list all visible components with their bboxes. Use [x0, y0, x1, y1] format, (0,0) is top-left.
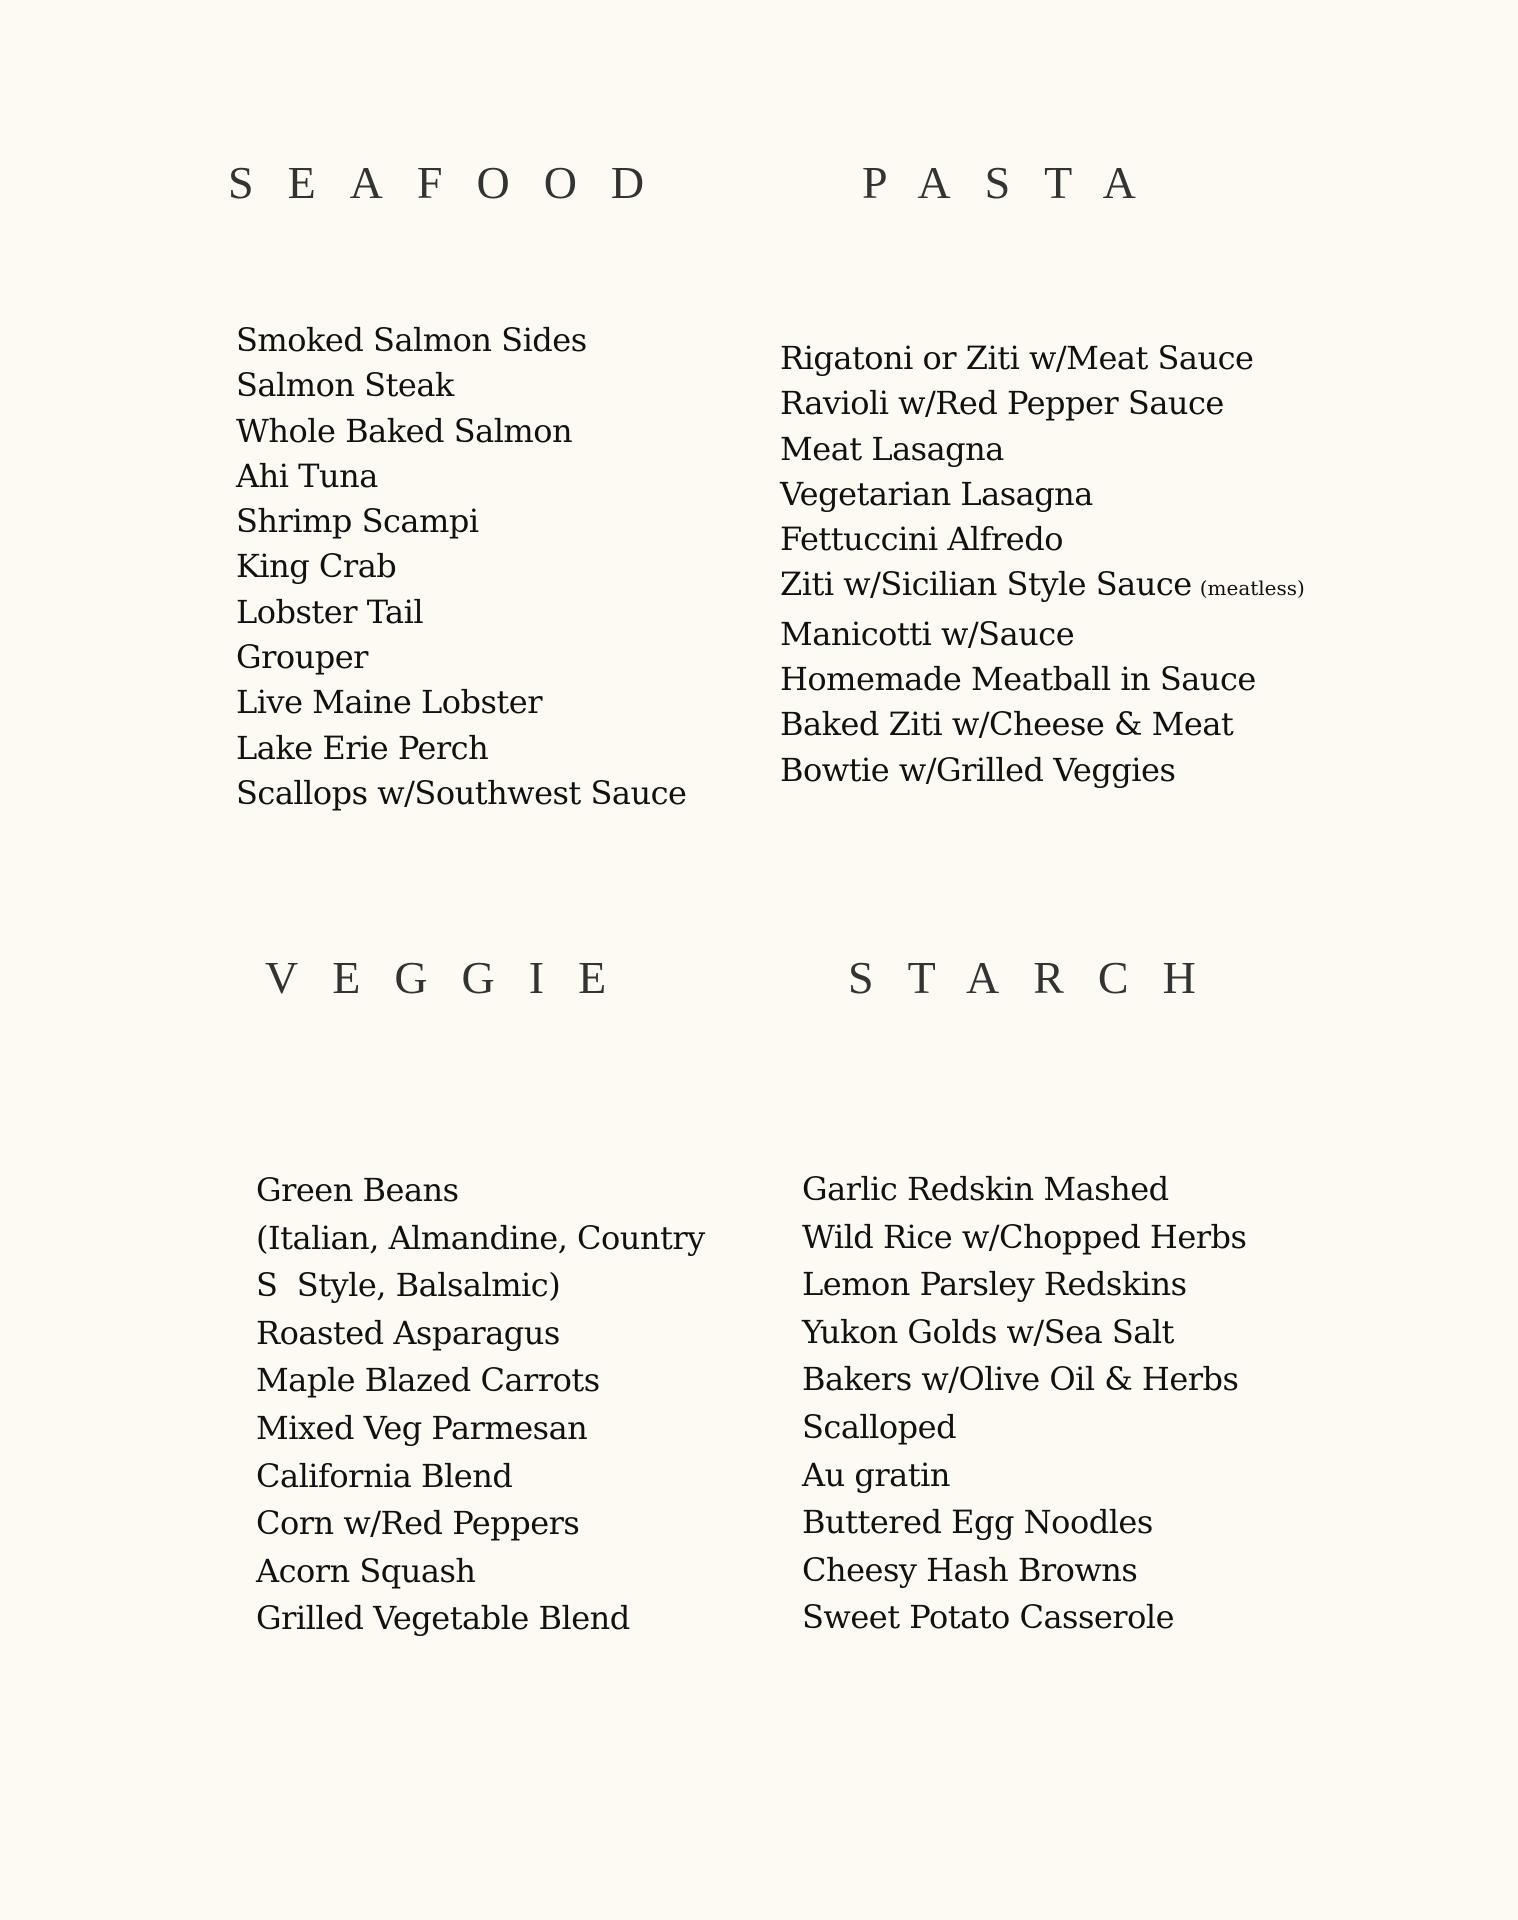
list-item: Sweet Potato Casserole: [802, 1598, 1175, 1637]
list-item: King Crab: [236, 547, 397, 586]
list-item: Lobster Tail: [236, 592, 424, 631]
list-item: Au gratin: [802, 1455, 950, 1494]
veggie-heading: VEGGIE: [265, 952, 641, 1003]
pasta-heading: PASTA: [862, 157, 1170, 208]
list-item: Rigatoni or Ziti w/Meat Sauce: [780, 339, 1254, 377]
list-item: Manicotti w/Sauce: [780, 614, 1075, 653]
list-item: Ahi Tuna: [236, 456, 378, 495]
list-item: Green Beans: [256, 1171, 459, 1209]
list-item: Garlic Redskin Mashed: [802, 1170, 1169, 1208]
starch-list: [802, 1166, 1246, 1642]
seafood-heading: SEAFOOD: [228, 157, 679, 208]
list-item: [780, 562, 1305, 611]
list-item: Whole Baked Salmon: [236, 411, 573, 450]
list-item: Shrimp Scampi: [236, 502, 479, 541]
list-item: Mixed Veg Parmesan: [256, 1408, 588, 1447]
meatless-note: (meatless): [1199, 576, 1305, 601]
list-item: Fettuccini Alfredo: [780, 520, 1063, 559]
list-item: Acorn Squash: [256, 1551, 476, 1590]
pasta-list: [780, 336, 1305, 793]
list-item: Homemade Meatball in Sauce: [780, 660, 1256, 699]
list-item: Scallops w/Southwest Sauce: [236, 773, 687, 812]
list-item: Maple Blazed Carrots: [256, 1361, 600, 1400]
list-item: California Blend: [256, 1456, 513, 1495]
list-item: Wild Rice w/Chopped Herbs: [802, 1217, 1247, 1256]
list-item: Vegetarian Lasagna: [780, 474, 1093, 513]
list-item: (Italian, Almandine, Country: [256, 1218, 705, 1257]
veggie-list: [256, 1167, 705, 1643]
list-item: Grouper: [236, 638, 368, 677]
list-item: Corn w/Red Peppers: [256, 1504, 580, 1543]
list-item: Smoked Salmon Sides: [236, 321, 587, 359]
list-item: Cheesy Hash Browns: [802, 1550, 1138, 1589]
list-item-label: Ziti w/Sicilian Style Sauce: [780, 565, 1192, 604]
list-item: Roasted Asparagus: [256, 1313, 560, 1352]
list-item: Ravioli w/Red Pepper Sauce: [780, 384, 1224, 423]
list-item: Live Maine Lobster: [236, 683, 542, 722]
seafood-list: [236, 318, 686, 816]
list-item: Yukon Golds w/Sea Salt: [802, 1312, 1174, 1351]
list-item: S Style, Balsalmic): [256, 1266, 561, 1305]
list-item: Baked Ziti w/Cheese & Meat: [780, 705, 1234, 744]
list-item: Meat Lasagna: [780, 429, 1004, 468]
list-item: Lemon Parsley Redskins: [802, 1265, 1187, 1304]
list-item: Bowtie w/Grilled Veggies: [780, 750, 1176, 789]
list-item: Lake Erie Perch: [236, 728, 489, 767]
list-item: Salmon Steak: [236, 366, 454, 405]
starch-heading: STARCH: [848, 952, 1230, 1003]
list-item: Buttered Egg Noodles: [802, 1503, 1153, 1542]
list-item: Bakers w/Olive Oil & Herbs: [802, 1360, 1239, 1399]
list-item: Scalloped: [802, 1407, 957, 1446]
list-item: Grilled Vegetable Blend: [256, 1599, 630, 1638]
